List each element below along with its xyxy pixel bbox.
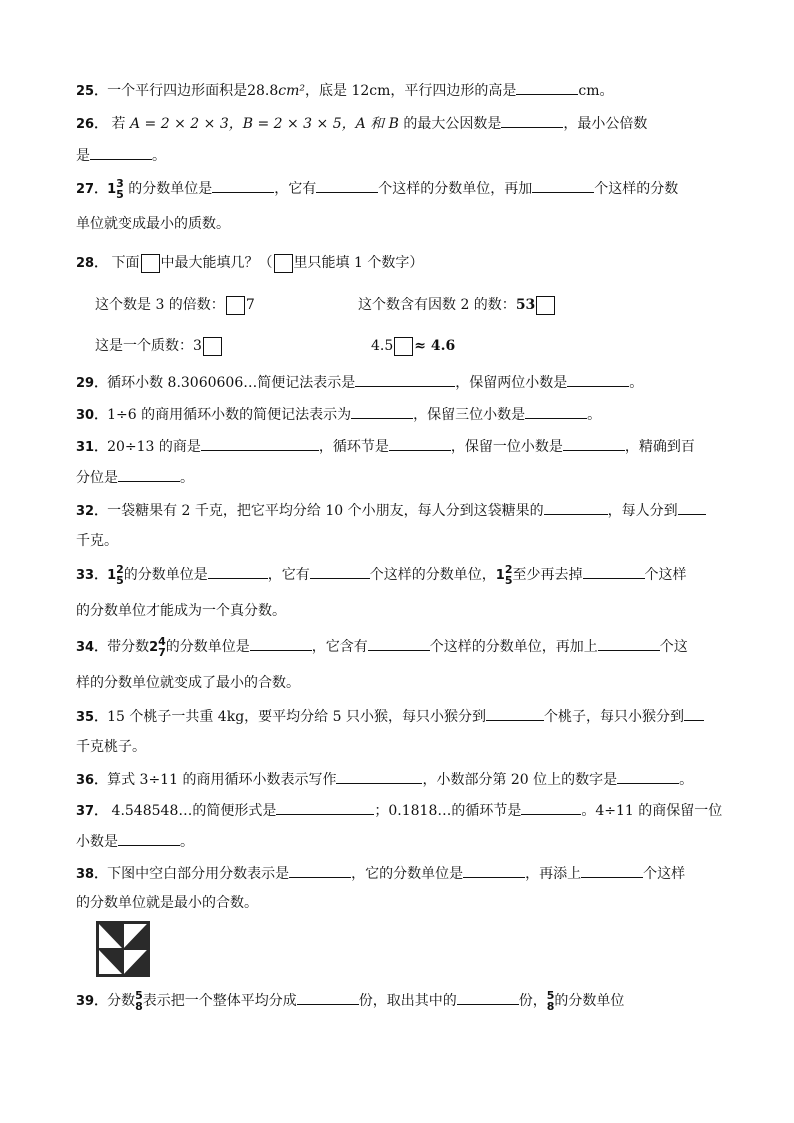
question-number: 28． bbox=[76, 256, 108, 271]
answer-blank[interactable] bbox=[516, 80, 578, 95]
question-number: 38． bbox=[76, 867, 108, 882]
question-38-cont: 的分数单位就是最小的合数。 bbox=[76, 895, 258, 911]
fraction: 2 5 bbox=[504, 563, 513, 587]
answer-blank[interactable] bbox=[581, 863, 643, 878]
answer-blank[interactable] bbox=[208, 564, 268, 579]
question-number: 25． bbox=[76, 84, 108, 99]
question-28: 28． 下面 中最大能填几？（ 里只能填 1 个数字） bbox=[76, 255, 424, 271]
question-34-cont: 样的分数单位就变成了最小的合数。 bbox=[76, 675, 300, 691]
question-33-cont: 的分数单位才能成为一个真分数。 bbox=[76, 603, 286, 619]
question-number: 37． bbox=[76, 804, 108, 819]
question-33: 33．1 2 5 的分数单位是 ，它有 个这样的分数单位，1 2 5 至少再去掉 个这样 bbox=[76, 563, 687, 587]
question-35-cont: 千克桃子。 bbox=[76, 739, 146, 755]
fraction: 5 8 bbox=[135, 989, 143, 1013]
question-number: 36． bbox=[76, 773, 108, 788]
answer-blank[interactable] bbox=[368, 636, 430, 651]
answer-blank[interactable] bbox=[118, 831, 180, 846]
digit-box bbox=[141, 254, 160, 273]
digit-box[interactable] bbox=[394, 337, 413, 356]
answer-blank[interactable] bbox=[563, 436, 625, 451]
question-number: 26． bbox=[76, 117, 108, 132]
answer-blank[interactable] bbox=[90, 145, 152, 160]
answer-blank[interactable] bbox=[684, 706, 704, 721]
question-25: 25．一个平行四边形面积是28.8cm²，底是 12cm，平行四边形的高是 cm。 bbox=[76, 80, 614, 102]
question-31: 31．20÷13 的商是 ，循环节是 ，保留一位小数是 ，精确到百 bbox=[76, 436, 695, 458]
question-28-row-2-right: 4.5 ≈ 4.6 bbox=[371, 338, 456, 354]
answer-blank[interactable] bbox=[389, 436, 451, 451]
answer-blank[interactable] bbox=[355, 372, 455, 387]
question-31-cont: 分位是 。 bbox=[76, 467, 194, 488]
question-number: 27． bbox=[76, 182, 108, 197]
answer-blank[interactable] bbox=[501, 113, 563, 128]
answer-blank[interactable] bbox=[525, 404, 587, 419]
answer-blank[interactable] bbox=[583, 564, 645, 579]
question-30: 30．1÷6 的商用循环小数的简便记法表示为 ，保留三位小数是 。 bbox=[76, 404, 601, 426]
question-27: 27．1 3 5 的分数单位是 ，它有 个这样的分数单位，再加 个这样的分数 bbox=[76, 177, 679, 201]
question-28-row-1-right: 这个数含有因数 2 的数：53 bbox=[358, 295, 556, 315]
answer-blank[interactable] bbox=[289, 863, 351, 878]
answer-blank[interactable] bbox=[212, 178, 274, 193]
question-39: 39．分数 5 8 表示把一个整体平均分成 份，取出其中的 份， 5 8 的分数单位 bbox=[76, 989, 625, 1013]
question-26: 26． 若 A = 2 × 2 × 3，B = 2 × 3 × 5，A 和 B 的最大公因数是 ，最小公倍数 bbox=[76, 113, 647, 135]
digit-box[interactable] bbox=[536, 296, 555, 315]
answer-blank[interactable] bbox=[678, 500, 706, 515]
answer-blank[interactable] bbox=[351, 404, 413, 419]
question-37-cont: 小数是 。 bbox=[76, 831, 194, 852]
question-36: 36．算式 3÷11 的商用循环小数表示写作 ，小数部分第 20 位上的数字是 。 bbox=[76, 769, 693, 791]
question-26-cont: 是 。 bbox=[76, 145, 166, 166]
question-number: 32． bbox=[76, 504, 108, 519]
question-number: 29． bbox=[76, 376, 108, 391]
digit-box[interactable] bbox=[226, 296, 245, 315]
answer-blank[interactable] bbox=[544, 500, 608, 515]
digit-box bbox=[274, 254, 293, 273]
question-32-cont: 千克。 bbox=[76, 533, 118, 549]
answer-blank[interactable] bbox=[310, 564, 370, 579]
answer-blank[interactable] bbox=[598, 636, 660, 651]
question-number: 35． bbox=[76, 710, 108, 725]
question-28-row-1-left: 这个数是 3 的倍数： 7 bbox=[95, 297, 255, 313]
answer-blank[interactable] bbox=[457, 990, 519, 1005]
question-38: 38．下图中空白部分用分数表示是 ，它的分数单位是 ，再添上 个这样 bbox=[76, 863, 685, 885]
fraction: 5 8 bbox=[546, 989, 555, 1013]
answer-blank[interactable] bbox=[521, 800, 581, 815]
answer-blank[interactable] bbox=[463, 863, 525, 878]
question-28-row-2-left: 这是一个质数：3 bbox=[95, 336, 223, 356]
answer-blank[interactable] bbox=[250, 636, 312, 651]
question-number: 34． bbox=[76, 640, 108, 655]
answer-blank[interactable] bbox=[297, 990, 359, 1005]
answer-blank[interactable] bbox=[532, 178, 594, 193]
question-number: 39． bbox=[76, 994, 108, 1009]
question-number: 31． bbox=[76, 440, 108, 455]
question-29: 29．循环小数 8.3060606…简便记法表示是 ，保留两位小数是 。 bbox=[76, 372, 643, 394]
fraction: 3 5 bbox=[116, 177, 124, 201]
digit-box[interactable] bbox=[203, 337, 222, 356]
question-27-cont: 单位就变成最小的质数。 bbox=[76, 216, 230, 232]
fraction: 4 7 bbox=[158, 635, 166, 659]
shaded-square-figure bbox=[96, 921, 150, 977]
question-35: 35．15 个桃子一共重 4kg，要平均分给 5 只小猴，每只小猴分到 个桃子，每只小猴分到 bbox=[76, 706, 704, 728]
answer-blank[interactable] bbox=[567, 372, 629, 387]
question-number: 33． bbox=[76, 568, 108, 583]
answer-blank[interactable] bbox=[486, 706, 544, 721]
answer-blank[interactable] bbox=[276, 800, 374, 815]
fraction: 2 5 bbox=[116, 563, 124, 587]
answer-blank[interactable] bbox=[617, 769, 679, 784]
answer-blank[interactable] bbox=[118, 467, 180, 482]
question-37: 37． 4.548548…的简便形式是 ；0.1818…的循环节是 。4÷11 的商保留一位 bbox=[76, 800, 722, 822]
answer-blank[interactable] bbox=[336, 769, 422, 784]
question-number: 30． bbox=[76, 408, 108, 423]
question-32: 32．一袋糖果有 2 千克，把它平均分给 10 个小朋友，每人分到这袋糖果的 ，每人分到 bbox=[76, 500, 706, 522]
answer-blank[interactable] bbox=[316, 178, 378, 193]
question-34: 34．带分数2 4 7 的分数单位是 ，它含有 个这样的分数单位，再加上 个这 bbox=[76, 635, 688, 659]
answer-blank[interactable] bbox=[201, 436, 319, 451]
